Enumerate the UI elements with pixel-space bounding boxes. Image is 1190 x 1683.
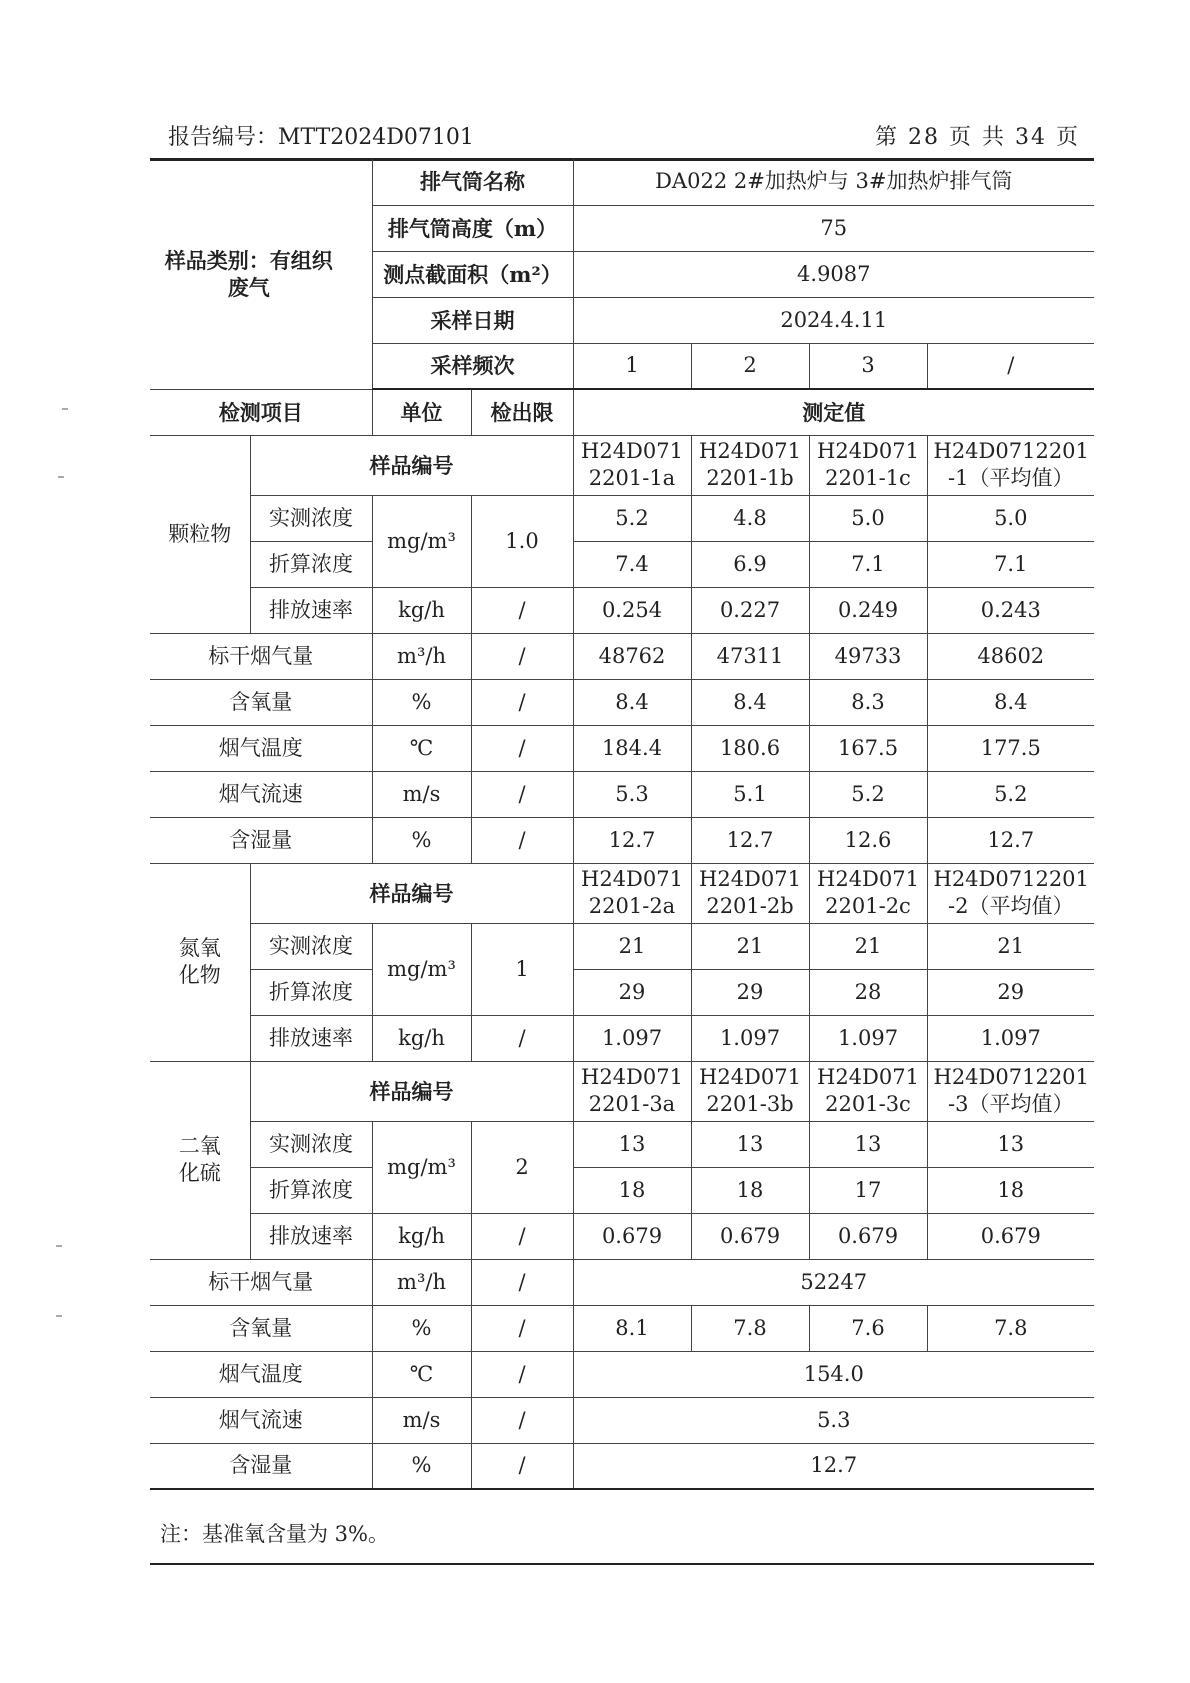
so2-value: 13 — [691, 1121, 809, 1167]
param-label: 含湿量 — [150, 817, 372, 863]
param-row — [150, 633, 1094, 679]
param-row — [150, 817, 1094, 863]
param-limit: / — [471, 1259, 573, 1305]
stack-height-label: 排气筒高度（m） — [372, 205, 573, 251]
param-value: 47311 — [691, 633, 809, 679]
pm-sample-row — [150, 435, 1094, 495]
param-value: 5.3 — [573, 1397, 1094, 1443]
scan-mark — [58, 476, 64, 478]
sample-type-cell: 样品类别：有组织废气 — [150, 159, 372, 389]
so2-conc-unit: mg/m³ — [372, 1121, 471, 1213]
param-value: 154.0 — [573, 1351, 1094, 1397]
param-value: 8.4 — [927, 679, 1094, 725]
param-value: 49733 — [809, 633, 927, 679]
nox-sample-id: H24D071 2201-2b — [691, 863, 809, 923]
param-row — [150, 679, 1094, 725]
param-value: 48602 — [927, 633, 1094, 679]
nox-row-label: 实测浓度 — [250, 923, 372, 969]
so2-measured-row — [150, 1121, 1094, 1167]
date-label: 采样日期 — [372, 297, 573, 343]
so2-value: 0.679 — [927, 1213, 1094, 1259]
area-label: 测点截面积（m²） — [372, 251, 573, 297]
nox-value: 21 — [927, 923, 1094, 969]
pm-rate-row — [150, 587, 1094, 633]
param-value: 48762 — [573, 633, 691, 679]
page-indicator: 第 28 页 共 34 页 — [875, 125, 1080, 150]
pm-limit: 1.0 — [471, 495, 573, 587]
so2-sample-label: 样品编号 — [250, 1061, 573, 1121]
param-unit: % — [372, 1443, 471, 1489]
param-label: 烟气流速 — [150, 1397, 372, 1443]
param-flow-row — [150, 1259, 1094, 1305]
param-label: 含湿量 — [150, 1443, 372, 1489]
nox-measured-row — [150, 923, 1094, 969]
nox-value: 29 — [927, 969, 1094, 1015]
param-value: 184.4 — [573, 725, 691, 771]
param-value: 167.5 — [809, 725, 927, 771]
so2-value: 0.679 — [691, 1213, 809, 1259]
pm-value: 5.0 — [809, 495, 927, 541]
param-value: 12.7 — [927, 817, 1094, 863]
head-limit: 检出限 — [471, 389, 573, 435]
nox-value: 1.097 — [809, 1015, 927, 1061]
param-value: 12.7 — [573, 817, 691, 863]
param-value: 5.2 — [927, 771, 1094, 817]
scan-mark — [56, 1245, 62, 1247]
freq-3: 3 — [809, 343, 927, 389]
so2-value: 0.679 — [809, 1213, 927, 1259]
pm-sample-id: H24D071 2201-1a — [573, 435, 691, 495]
pm-value: 5.0 — [927, 495, 1094, 541]
nox-name: 氮氧化物 — [150, 863, 250, 1061]
scan-mark — [62, 408, 68, 410]
param-value: 5.2 — [809, 771, 927, 817]
head-item: 检测项目 — [150, 389, 372, 435]
pm-sample-id: H24D071 2201-1b — [691, 435, 809, 495]
nox-value: 29 — [691, 969, 809, 1015]
param-label: 含氧量 — [150, 1305, 372, 1351]
param-temp-row — [150, 1351, 1094, 1397]
pm-row-label: 折算浓度 — [250, 541, 372, 587]
nox-value: 21 — [573, 923, 691, 969]
param-unit: ℃ — [372, 725, 471, 771]
param-value: 5.1 — [691, 771, 809, 817]
pm-measured-row — [150, 495, 1094, 541]
so2-limit: 2 — [471, 1121, 573, 1213]
freq-1: 1 — [573, 343, 691, 389]
nox-sample-row — [150, 863, 1094, 923]
so2-value: 13 — [809, 1121, 927, 1167]
nox-rate-unit: kg/h — [372, 1015, 471, 1061]
param-limit: / — [471, 771, 573, 817]
pm-sample-label: 样品编号 — [250, 435, 573, 495]
nox-value: 1.097 — [691, 1015, 809, 1061]
param-value: 7.6 — [809, 1305, 927, 1351]
so2-sample-id: H24D071 2201-3b — [691, 1061, 809, 1121]
so2-name: 二氧化硫 — [150, 1061, 250, 1259]
so2-row-label: 实测浓度 — [250, 1121, 372, 1167]
stack-name-value: DA022 2#加热炉与 3#加热炉排气筒 — [573, 159, 1094, 205]
pm-rate-unit: kg/h — [372, 587, 471, 633]
stack-name-row — [150, 159, 1094, 205]
param-value: 8.4 — [573, 679, 691, 725]
param-limit: / — [471, 679, 573, 725]
scan-mark — [56, 1315, 62, 1317]
stack-height-value: 75 — [573, 205, 1094, 251]
nox-converted-row — [150, 969, 1094, 1015]
param-limit: / — [471, 1305, 573, 1351]
param-value: 8.3 — [809, 679, 927, 725]
nox-value: 21 — [809, 923, 927, 969]
pm-conc-unit: mg/m³ — [372, 495, 471, 587]
param-limit: / — [471, 817, 573, 863]
so2-row-label: 折算浓度 — [250, 1167, 372, 1213]
nox-row-label: 折算浓度 — [250, 969, 372, 1015]
so2-sample-id: H24D071 2201-3a — [573, 1061, 691, 1121]
emission-table — [150, 159, 1094, 1490]
head-measured: 测定值 — [573, 389, 1094, 435]
pm-value: 0.243 — [927, 587, 1094, 633]
param-limit: / — [471, 1351, 573, 1397]
param-unit: m/s — [372, 771, 471, 817]
so2-value: 18 — [927, 1167, 1094, 1213]
pm-value: 5.2 — [573, 495, 691, 541]
so2-value: 17 — [809, 1167, 927, 1213]
param-unit: % — [372, 817, 471, 863]
param-label: 标干烟气量 — [150, 1259, 372, 1305]
param-oxygen-row — [150, 1305, 1094, 1351]
param-unit: % — [372, 679, 471, 725]
nox-value: 29 — [573, 969, 691, 1015]
so2-value: 0.679 — [573, 1213, 691, 1259]
nox-rate-limit: / — [471, 1015, 573, 1061]
param-row — [150, 771, 1094, 817]
pm-value: 7.1 — [927, 541, 1094, 587]
param-moisture-row — [150, 1443, 1094, 1489]
so2-converted-row — [150, 1167, 1094, 1213]
nox-sample-label: 样品编号 — [250, 863, 573, 923]
param-unit: m³/h — [372, 633, 471, 679]
param-value: 52247 — [573, 1259, 1094, 1305]
pm-value: 7.1 — [809, 541, 927, 587]
pm-converted-row — [150, 541, 1094, 587]
so2-value: 13 — [927, 1121, 1094, 1167]
param-value: 12.7 — [691, 817, 809, 863]
param-label: 标干烟气量 — [150, 633, 372, 679]
pm-rate-limit: / — [471, 587, 573, 633]
so2-value: 13 — [573, 1121, 691, 1167]
nox-value: 1.097 — [573, 1015, 691, 1061]
pm-value: 7.4 — [573, 541, 691, 587]
param-value: 177.5 — [927, 725, 1094, 771]
pm-row-label: 排放速率 — [250, 587, 372, 633]
stack-name-label: 排气筒名称 — [372, 159, 573, 205]
area-value: 4.9087 — [573, 251, 1094, 297]
param-value: 8.4 — [691, 679, 809, 725]
param-value: 7.8 — [927, 1305, 1094, 1351]
date-value: 2024.4.11 — [573, 297, 1094, 343]
footnote: 注：基准氧含量为 3%。 — [160, 1522, 389, 1546]
param-unit: m³/h — [372, 1259, 471, 1305]
nox-sample-id: H24D071 2201-2c — [809, 863, 927, 923]
so2-value: 18 — [573, 1167, 691, 1213]
param-unit: m/s — [372, 1397, 471, 1443]
pm-sample-id: H24D0712201 -1（平均值） — [927, 435, 1094, 495]
param-limit: / — [471, 725, 573, 771]
head-unit: 单位 — [372, 389, 471, 435]
pm-name: 颗粒物 — [150, 435, 250, 633]
param-unit: ℃ — [372, 1351, 471, 1397]
nox-row-label: 排放速率 — [250, 1015, 372, 1061]
freq-2: 2 — [691, 343, 809, 389]
param-limit: / — [471, 1397, 573, 1443]
so2-sample-id: H24D071 2201-3c — [809, 1061, 927, 1121]
so2-rate-limit: / — [471, 1213, 573, 1259]
pm-value: 0.254 — [573, 587, 691, 633]
param-velocity-row — [150, 1397, 1094, 1443]
param-label: 含氧量 — [150, 679, 372, 725]
freq-label: 采样频次 — [372, 343, 573, 389]
so2-sample-row — [150, 1061, 1094, 1121]
so2-value: 18 — [691, 1167, 809, 1213]
freq-avg: / — [927, 343, 1094, 389]
param-row — [150, 725, 1094, 771]
bottom-rule — [150, 1563, 1094, 1565]
nox-sample-id: H24D0712201 -2（平均值） — [927, 863, 1094, 923]
param-value: 12.6 — [809, 817, 927, 863]
param-value: 5.3 — [573, 771, 691, 817]
param-value: 180.6 — [691, 725, 809, 771]
pm-value: 6.9 — [691, 541, 809, 587]
so2-rate-row — [150, 1213, 1094, 1259]
nox-rate-row — [150, 1015, 1094, 1061]
param-unit: % — [372, 1305, 471, 1351]
param-value: 7.8 — [691, 1305, 809, 1351]
pm-sample-id: H24D071 2201-1c — [809, 435, 927, 495]
pm-value: 0.249 — [809, 587, 927, 633]
so2-rate-unit: kg/h — [372, 1213, 471, 1259]
param-limit: / — [471, 1443, 573, 1489]
param-label: 烟气流速 — [150, 771, 372, 817]
param-value: 8.1 — [573, 1305, 691, 1351]
nox-limit: 1 — [471, 923, 573, 1015]
pm-value: 0.227 — [691, 587, 809, 633]
param-value: 12.7 — [573, 1443, 1094, 1489]
report-number: 报告编号：MTT2024D07101 — [168, 125, 474, 150]
nox-value: 1.097 — [927, 1015, 1094, 1061]
so2-sample-id: H24D0712201 -3（平均值） — [927, 1061, 1094, 1121]
nox-value: 21 — [691, 923, 809, 969]
nox-value: 28 — [809, 969, 927, 1015]
pm-value: 4.8 — [691, 495, 809, 541]
param-label: 烟气温度 — [150, 725, 372, 771]
param-limit: / — [471, 633, 573, 679]
nox-conc-unit: mg/m³ — [372, 923, 471, 1015]
nox-sample-id: H24D071 2201-2a — [573, 863, 691, 923]
pm-row-label: 实测浓度 — [250, 495, 372, 541]
so2-row-label: 排放速率 — [250, 1213, 372, 1259]
param-label: 烟气温度 — [150, 1351, 372, 1397]
column-head-row — [150, 389, 1094, 435]
